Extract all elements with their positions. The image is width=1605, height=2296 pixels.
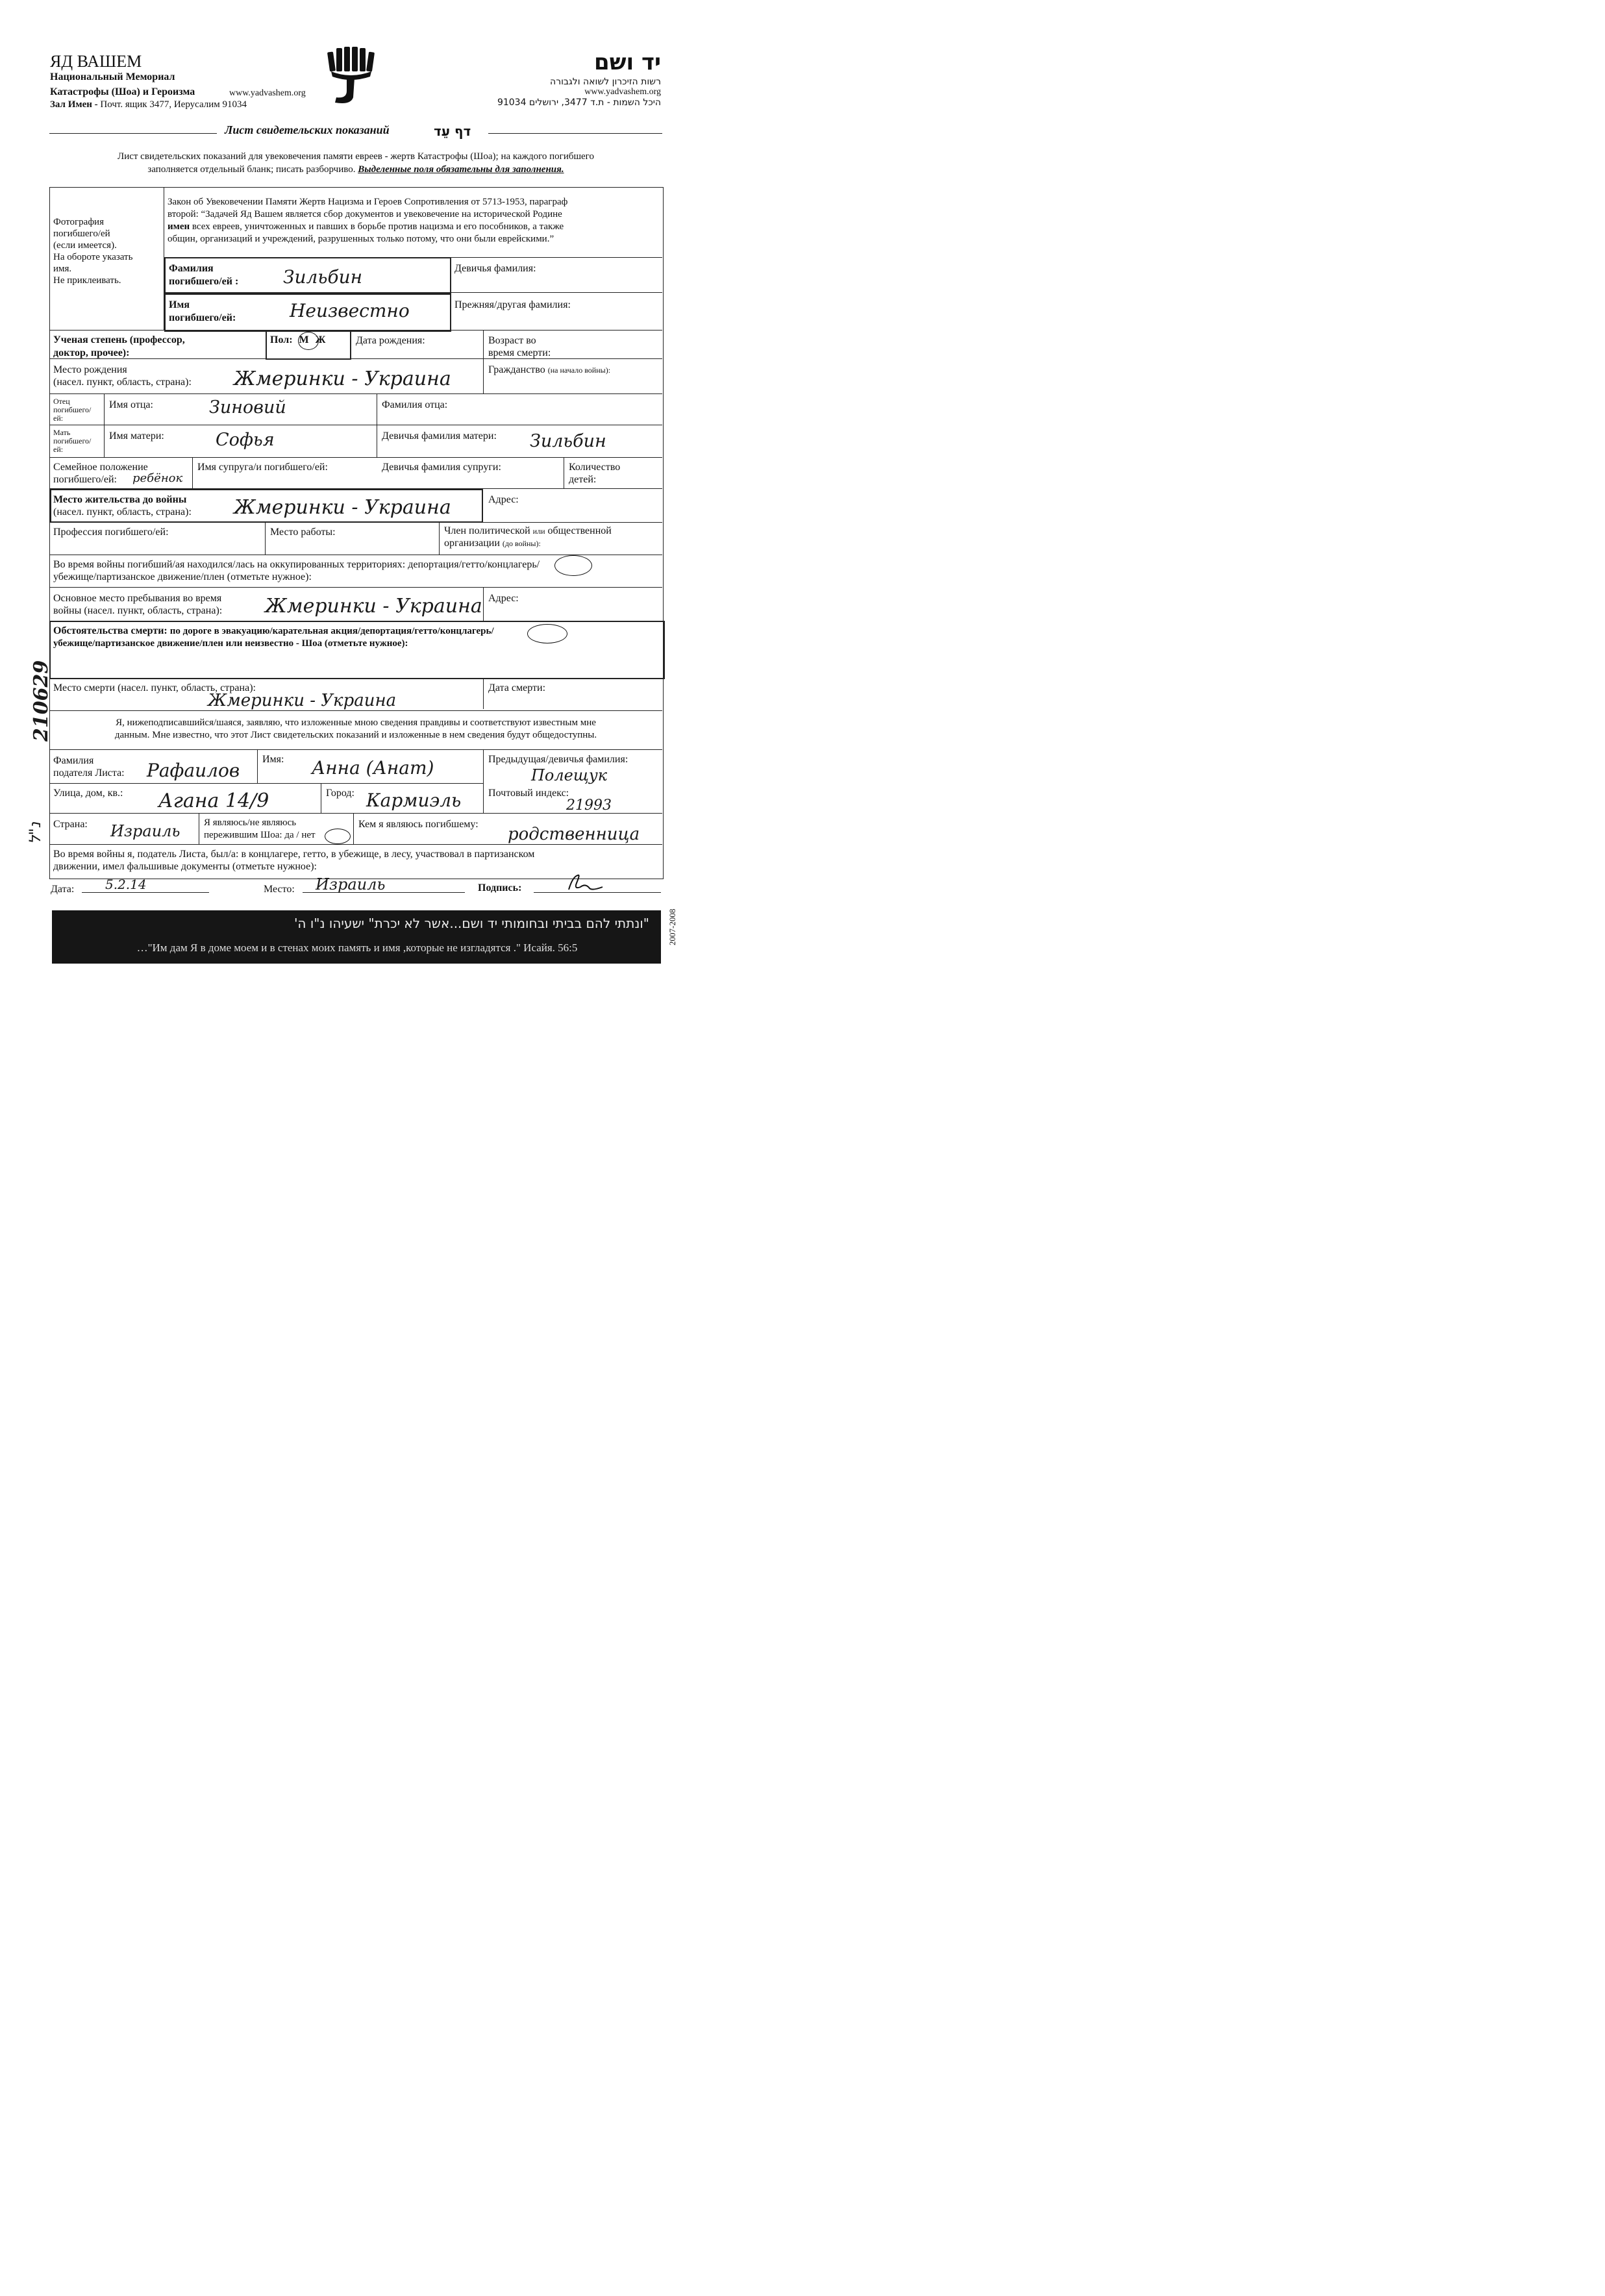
intro-line2 xyxy=(49,164,662,176)
rule xyxy=(49,813,662,814)
submitter-name-label: Имя: xyxy=(262,754,284,765)
surname-value[interactable]: Зильбин xyxy=(283,266,363,288)
law-line: Закон об Увековечении Памяти Жертв Нацизма и Героев Сопротивления от 5713-1953, параграф xyxy=(168,197,568,207)
rule xyxy=(49,678,662,679)
age-label-1: Возраст во xyxy=(488,335,536,346)
he-org-address: היכל השמות - ת.ד 3477, ירושלים 91034 xyxy=(497,97,661,108)
death-circ-line1 xyxy=(53,625,494,638)
divider xyxy=(192,457,193,488)
signature-mark[interactable] xyxy=(566,873,605,892)
wartime-place-label xyxy=(53,592,222,617)
divider xyxy=(257,749,258,783)
citizenship-note: (на начало войны): xyxy=(547,366,611,375)
member-label-2a: организации xyxy=(444,538,500,549)
he-org-url: www.yadvashem.org xyxy=(584,87,661,97)
father-name-value[interactable]: Зиновий xyxy=(209,397,286,418)
ru-hall-of-names: Зал Имен - xyxy=(50,99,98,110)
country-label: Страна: xyxy=(53,819,88,830)
form-title-he: דף עֵד xyxy=(434,123,471,139)
residence-label xyxy=(53,493,192,518)
age-label-2: время смерти: xyxy=(488,347,551,358)
photo-line: (если имеется). xyxy=(53,240,117,251)
children-label-1: Количество xyxy=(569,462,621,473)
submitter-war-line1: Во время войны я, податель Листа, был/а: в концлагере, гетто, в убежище, в лесу, участвовал в партизанском xyxy=(53,849,535,860)
mother-maiden-value[interactable]: Зильбин xyxy=(530,431,606,451)
marital-value[interactable]: ребёнок xyxy=(132,471,183,485)
postcode-value[interactable]: 21993 xyxy=(566,797,612,814)
title-rule-right xyxy=(488,133,662,134)
father-name-label: Имя отца: xyxy=(109,399,153,410)
submitter-surname-label-2: подателя Листа: xyxy=(53,767,125,779)
divider xyxy=(104,393,105,457)
declaration xyxy=(52,717,660,742)
sex-m-circle-mark xyxy=(298,332,319,350)
maiden-name-label: Девичья фамилия: xyxy=(454,263,536,274)
father-side-1: Отец xyxy=(53,397,70,406)
footer-ru-quote: …"Им дам Я в доме моем и в стенах моих память и имя ,которые не изгладятся ." Исайя. 56:5 xyxy=(136,942,578,954)
margin-stamp-number: 210629 xyxy=(30,660,53,742)
death-date-label: Дата смерти: xyxy=(488,682,546,693)
children-label-2: детей: xyxy=(569,474,597,485)
divider xyxy=(483,330,484,393)
surname-label xyxy=(169,262,238,288)
death-place-value[interactable]: Жмеринки - Украина xyxy=(208,691,397,710)
photo-line: Не приклеивать. xyxy=(53,275,121,286)
divider xyxy=(483,678,484,709)
death-place-label: Место смерти (насел. пункт, область, страна): xyxy=(53,682,256,693)
divider xyxy=(483,587,484,621)
street-label: Улица, дом, кв.: xyxy=(53,788,123,799)
residence-label-1: Место жительства до войны xyxy=(53,494,187,505)
name-label xyxy=(169,299,236,325)
workplace-label: Место работы: xyxy=(270,527,336,538)
wartime-text xyxy=(53,558,540,583)
rule xyxy=(49,587,662,588)
signature-underline xyxy=(534,892,661,893)
country-value[interactable]: Израиль xyxy=(110,822,180,840)
death-ghetto-circle-mark xyxy=(527,624,567,643)
law-line: общин, организаций и учреждений, разрушенных только потому, что они были еврейскими.” xyxy=(168,234,554,244)
relation-value[interactable]: родственница xyxy=(508,825,640,844)
divider xyxy=(265,522,266,555)
residence-value[interactable]: Жмеринки - Украина xyxy=(234,496,451,519)
postcode-label: Почтовый индекс: xyxy=(488,788,569,799)
member-label-2 xyxy=(444,537,612,549)
survivor-label xyxy=(204,817,316,842)
law-names: имен xyxy=(168,221,190,232)
survivor-label-1: Я являюсь/не являюсь xyxy=(204,817,297,828)
marital-label-2: погибшего/ей: xyxy=(53,474,117,485)
citizenship-label xyxy=(488,364,610,376)
photo-line: имя. xyxy=(53,264,72,274)
name-value[interactable]: Неизвестно xyxy=(290,300,410,321)
mother-name-label: Имя матери: xyxy=(109,430,164,442)
death-circ-rest: по дороге в эвакуацию/карательная акция/депортация/гетто/концлагерь/ xyxy=(169,626,494,636)
name-label-1: Имя xyxy=(169,299,190,310)
wartime-place-label-1: Основное место пребывания во время xyxy=(53,593,222,604)
submitter-name-value[interactable]: Анна (Анат) xyxy=(312,757,434,779)
member-label-1 xyxy=(444,525,612,537)
survivor-no-option[interactable]: нет xyxy=(301,830,316,840)
signature-label: Подпись: xyxy=(478,882,522,893)
divider xyxy=(450,257,451,330)
title-rule-left xyxy=(49,133,217,134)
photo-line: погибшего/ей xyxy=(53,229,110,239)
submitter-surname-value[interactable]: Рафаилов xyxy=(147,760,240,781)
mother-side-1: Мать xyxy=(53,428,71,437)
sex-option-m[interactable]: М xyxy=(299,334,309,345)
rule xyxy=(49,358,662,359)
ru-postal-address: Почт. ящик 3477, Иерусалим 91034 xyxy=(100,99,247,110)
submitter-war-line2: движении, имел фальшивые документы (отметьте нужное): xyxy=(53,861,317,872)
member-label-2b: (до войны): xyxy=(502,539,541,548)
prev-surname-label: Прежняя/другая фамилия: xyxy=(454,299,571,310)
edition-label: 2007-2008 xyxy=(667,908,677,945)
city-label: Город: xyxy=(326,788,355,799)
date-value[interactable]: 5.2.14 xyxy=(105,877,147,892)
rule xyxy=(49,783,483,784)
citizenship-label-text: Гражданство xyxy=(488,364,545,375)
street-value[interactable]: Агана 14/9 xyxy=(158,790,269,812)
mother-side-label xyxy=(53,429,91,454)
ru-org-title: ЯД ВАШЕМ xyxy=(50,52,142,71)
rule xyxy=(49,457,662,458)
wartime-place-value[interactable]: Жмеринки - Украина xyxy=(265,595,482,618)
declaration-line2: данным. Мне известно, что этот Лист свидетельских показаний и изложенные в нем сведения будут общедоступны. xyxy=(114,730,597,740)
submitter-prev-label: Предыдущая/девичья фамилия: xyxy=(488,754,628,765)
law-rest: всех евреев, уничтоженных и павших в борьбе против нацизма и его пособников, а также xyxy=(192,221,564,232)
birthplace-label-1: Место рождения xyxy=(53,364,127,375)
date-label: Дата: xyxy=(51,884,75,895)
ru-org-line2: Катастрофы (Шоа) и Героизма xyxy=(50,86,195,97)
mother-name-value[interactable]: Софья xyxy=(216,430,275,450)
law-line: второй: “Задачей Яд Вашем является сбор документов и увековечение на исторической Родине xyxy=(168,209,562,219)
father-side-2: погибшего/ xyxy=(53,405,92,414)
degree-label-1: Ученая степень (профессор, xyxy=(53,334,185,345)
photo-line: Фотография xyxy=(53,217,104,227)
member-label-1a: Член политической xyxy=(444,525,530,536)
birth-date-label: Дата рождения: xyxy=(356,335,425,346)
mother-maiden-label: Девичья фамилия матери: xyxy=(382,430,497,442)
rule xyxy=(49,522,662,523)
father-side-label xyxy=(53,397,91,423)
yad-vashem-logo-icon xyxy=(325,45,377,107)
surname-label-1: Фамилия xyxy=(169,263,214,274)
submitter-prev-value[interactable]: Полещук xyxy=(531,766,608,784)
rule xyxy=(49,844,662,845)
photo-line: На обороте указать xyxy=(53,252,133,262)
father-side-3: ей: xyxy=(53,414,64,423)
divider xyxy=(439,522,440,555)
place-value[interactable]: Израиль xyxy=(316,875,386,893)
rule xyxy=(49,749,662,750)
rule xyxy=(49,710,662,711)
member-label-1c: общественной xyxy=(547,525,612,536)
divider xyxy=(353,813,354,844)
date-underline xyxy=(82,892,209,893)
wartime-line1: Во время войны погибший/ая находился/лась на оккупированных территориях: депортация/гетто/концлагерь/ xyxy=(53,559,540,570)
he-org-title: יד ושם xyxy=(594,49,661,75)
member-label-1b: или xyxy=(532,527,545,536)
father-surname-label: Фамилия отца: xyxy=(382,399,448,410)
address-label: Адрес: xyxy=(488,494,519,505)
ghetto-circle-mark xyxy=(554,555,592,576)
spouse-maiden-label: Девичья фамилия супруги: xyxy=(382,462,501,473)
ru-org-address xyxy=(50,99,247,110)
birthplace-label xyxy=(53,364,192,388)
survivor-label-2 xyxy=(204,829,316,842)
he-org-line1: רשות הזיכרון לשואה ולגבורה xyxy=(550,77,661,87)
form-title-ru: Лист свидетельских показаний xyxy=(225,123,390,136)
children-label xyxy=(569,461,620,486)
relation-label: Кем я являюсь погибшему: xyxy=(358,819,479,830)
intro-required: Выделенные поля обязательны для заполнения. xyxy=(358,164,564,175)
divider xyxy=(483,749,484,813)
law-line xyxy=(168,221,567,233)
submitter-surname-label-1: Фамилия xyxy=(53,755,94,766)
survivor-label-2a: пережившим Шоа: да / xyxy=(204,830,299,840)
declaration-line1: Я, нижеподписавшийся/шаяся, заявляю, что изложенные мною сведения правдивы и соответствуют известным мне xyxy=(116,718,596,728)
residence-label-2: (насел. пункт, область, страна): xyxy=(53,506,192,518)
intro-legible: заполняется отдельный бланк; писать разборчиво. xyxy=(147,164,356,175)
marital-label-1: Семейное положение xyxy=(53,462,148,473)
place-label: Место: xyxy=(264,884,295,895)
wartime-address-label: Адрес: xyxy=(488,593,519,604)
submitter-war-text xyxy=(53,848,534,873)
age-label xyxy=(488,334,551,359)
intro-line1: Лист свидетельских показаний для увековечения памяти евреев - жертв Катастрофы (Шоа); на каждого погибшего xyxy=(118,151,594,162)
spouse-name-label: Имя супруга/и погибшего/ей: xyxy=(197,462,328,473)
rule xyxy=(49,330,662,331)
survivor-no-circle-mark xyxy=(325,829,351,844)
mother-side-3: ей: xyxy=(53,445,64,454)
sex-label-text: Пол: xyxy=(270,334,293,345)
photo-box-text xyxy=(53,216,132,286)
name-label-2: погибшего/ей: xyxy=(169,312,236,323)
ru-org-url: www.yadvashem.org xyxy=(229,88,306,98)
degree-label-2: доктор, прочее): xyxy=(53,347,130,358)
mother-side-2: погибшего/ xyxy=(53,436,92,445)
footer-he-quote: "ונתתי להם בביתי ובחומותי יד ושם...אשר לא יכרת" ישעיהו נ"ו ה' xyxy=(293,916,649,931)
law-text xyxy=(168,196,567,245)
margin-hebrew-note: נ"ל xyxy=(26,821,44,844)
wartime-place-label-2: войны (насел. пункт, область, страна): xyxy=(53,605,223,616)
degree-label xyxy=(53,334,185,360)
death-circ-line2: убежище/партизанское движение/плен или неизвестно - Шоа (отметьте нужное): xyxy=(53,638,408,649)
death-circ-bold: Обстоятельства смерти: xyxy=(53,625,168,636)
rule xyxy=(49,393,662,394)
member-label xyxy=(444,525,612,549)
birthplace-value[interactable]: Жмеринки - Украина xyxy=(234,368,451,390)
surname-label-2: погибшего/ей : xyxy=(169,276,239,287)
death-circumstances-text xyxy=(53,625,494,650)
city-value[interactable]: Кармиэль xyxy=(366,790,462,811)
wartime-line2: убежище/партизанское движение/плен (отметьте нужное): xyxy=(53,571,312,582)
sex-option-f[interactable]: Ж xyxy=(315,334,326,345)
birthplace-label-2: (насел. пункт, область, страна): xyxy=(53,377,192,388)
ru-org-line1: Национальный Мемориал xyxy=(50,71,175,82)
profession-label: Профессия погибшего/ей: xyxy=(53,527,169,538)
submitter-surname-label xyxy=(53,755,125,779)
